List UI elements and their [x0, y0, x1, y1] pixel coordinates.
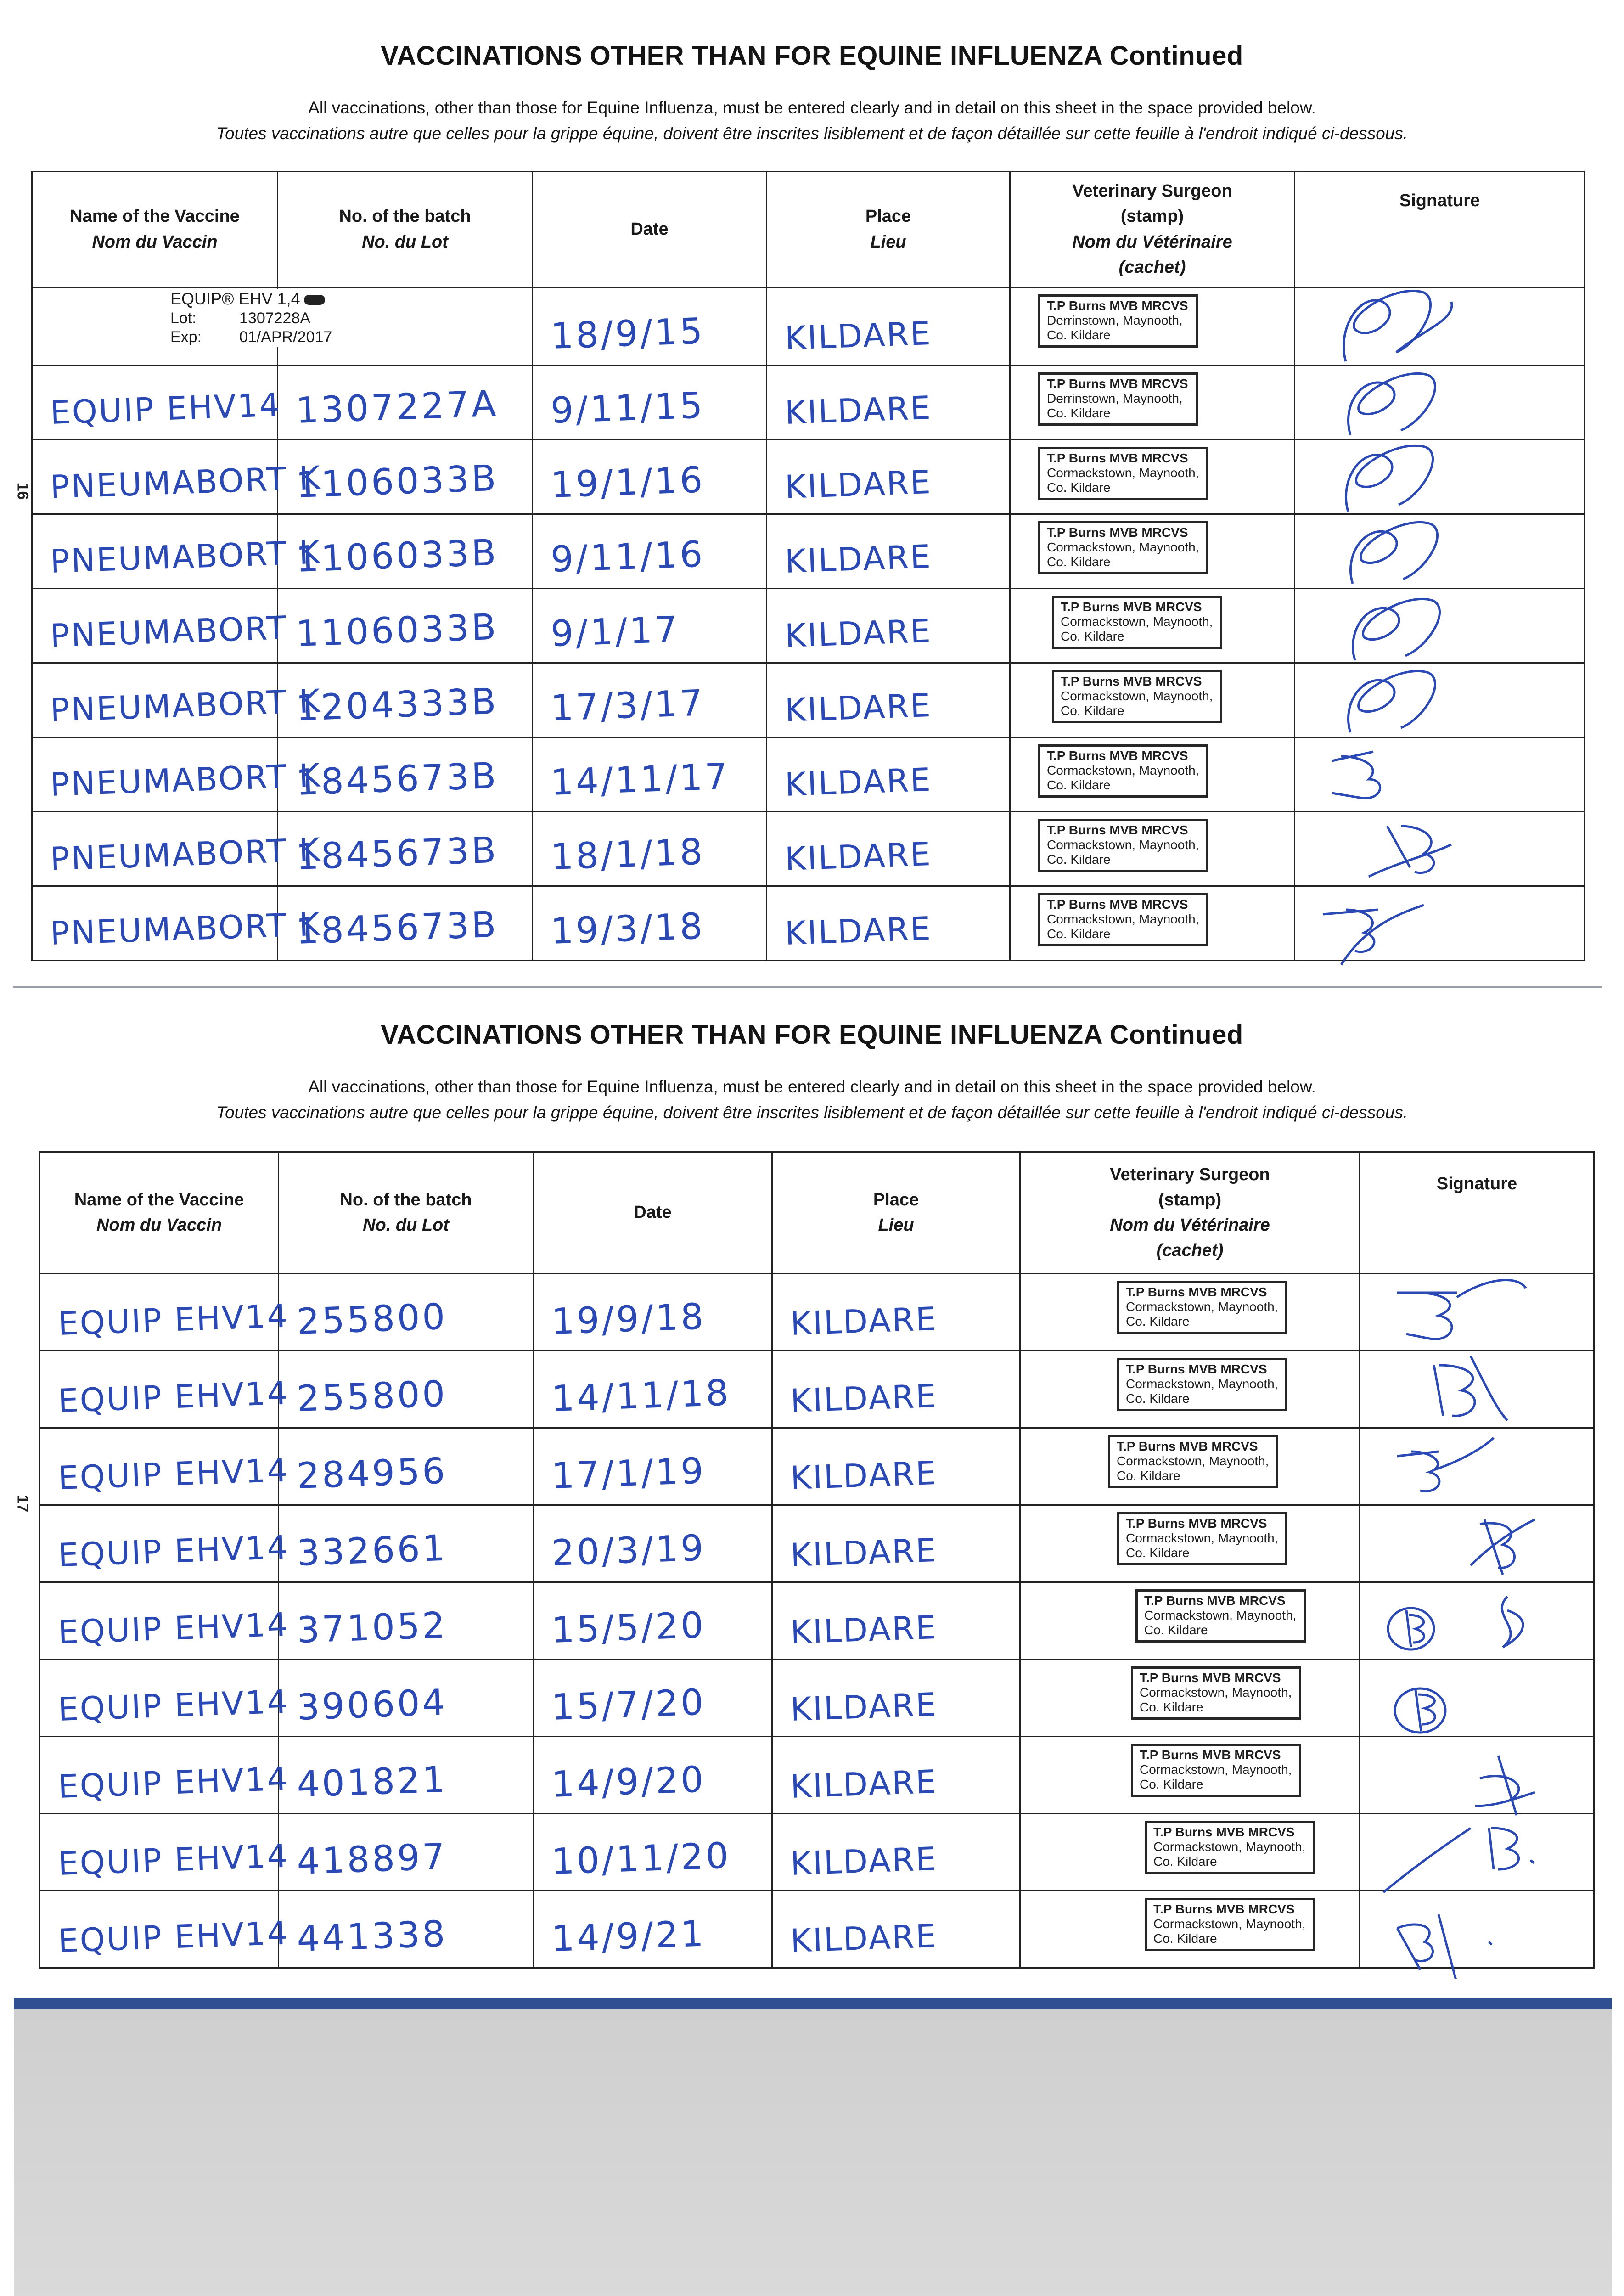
date-cell: 14/9/21 [534, 1891, 772, 1968]
date-cell: 19/3/18 [533, 886, 767, 961]
place-cell: KILDARE [767, 366, 1010, 440]
batch-cell: 332661 [279, 1505, 534, 1582]
vaccination-table [31, 171, 1585, 961]
col-signature: Signature [1360, 1152, 1594, 1274]
vaccine-cell: PNEUMABORT K [32, 663, 278, 737]
place-cell: KILDARE [772, 1505, 1020, 1582]
vet-stamp-cell [1010, 589, 1295, 663]
vaccine-cell: EQUIP EHV14 [40, 1505, 279, 1582]
vet-stamp: T.P Burns MVB MRCVS Cormackstown, Maynooth, Co. Kildare [1145, 1898, 1315, 1951]
vaccine-cell: PNEUMABORT K [32, 812, 278, 886]
vet-stamp-cell [1020, 1737, 1360, 1814]
vaccine-cell: EQUIP EHV14 [40, 1814, 279, 1891]
vet-stamp: T.P Burns MVB MRCVS Cormackstown, Maynooth, Co. Kildare [1145, 1821, 1315, 1874]
batch-cell: 1204333B [278, 663, 533, 737]
place-cell: KILDARE [767, 886, 1010, 961]
vet-stamp: T.P Burns MVB MRCVS Cormackstown, Maynooth, Co. Kildare [1108, 1435, 1278, 1488]
place-cell: KILDARE [772, 1737, 1020, 1814]
vaccine-cell: EQUIP EHV14 [40, 1891, 279, 1968]
date-cell: 14/11/17 [533, 737, 767, 812]
place-cell: KILDARE [772, 1428, 1020, 1505]
col-date: Date [533, 172, 767, 287]
batch-cell: 1106033B [278, 514, 533, 589]
vet-stamp: T.P Burns MVB MRCVS Cormackstown, Maynooth, Co. Kildare [1117, 1358, 1287, 1411]
vaccination-table [39, 1151, 1595, 1969]
date-cell: 17/1/19 [534, 1428, 772, 1505]
instructions-fr: Toutes vaccinations autre que celles pour la grippe équine, doivent être inscrites lisiblement et de façon détaillée sur cette feuille à l'endroit indiqué ci-dessous. [216, 124, 1408, 143]
vaccine-cell: EQUIP EHV14 [40, 1737, 279, 1814]
page-divider [13, 986, 1602, 988]
vet-stamp: T.P Burns MVB MRCVS Cormackstown, Maynooth, Co. Kildare [1052, 670, 1222, 723]
place-cell: KILDARE [767, 589, 1010, 663]
place-cell: KILDARE [772, 1891, 1020, 1968]
place-cell: KILDARE [767, 812, 1010, 886]
vet-stamp-cell [1010, 886, 1295, 961]
vet-stamp-cell [1020, 1274, 1360, 1351]
table-row [32, 886, 1585, 961]
sheet-heading: VACCINATIONS OTHER THAN FOR EQUINE INFLUENZA Continued [381, 41, 1243, 71]
vet-stamp-cell [1010, 663, 1295, 737]
place-cell: KILDARE [767, 287, 1010, 366]
vet-stamp-cell [1020, 1814, 1360, 1891]
col-batch-number: No. of the batch No. du Lot [279, 1152, 534, 1274]
vet-stamp-cell [1010, 287, 1295, 366]
vet-stamp: T.P Burns MVB MRCVS Cormackstown, Maynooth, Co. Kildare [1135, 1589, 1306, 1643]
page-number-17: 17 [14, 1495, 32, 1513]
vet-stamp: T.P Burns MVB MRCVS Cormackstown, Maynooth, Co. Kildare [1117, 1281, 1287, 1334]
product-label: EQUIP® EHV 1,4 Lot: 1307228A Exp: 01/APR/2017 [170, 289, 332, 347]
place-cell: KILDARE [767, 514, 1010, 589]
table-row [40, 1660, 1594, 1737]
date-cell: 18/9/15 [533, 287, 767, 366]
vet-stamp-cell [1010, 514, 1295, 589]
vaccine-cell: EQUIP EHV14 [32, 366, 278, 440]
batch-cell: 401821 [279, 1737, 534, 1814]
place-cell: KILDARE [767, 663, 1010, 737]
vet-stamp: T.P Burns MVB MRCVS Derrinstown, Maynooth, Co. Kildare [1038, 294, 1198, 348]
vaccine-cell: PNEUMABORT K [32, 440, 278, 514]
date-cell: 19/9/18 [534, 1274, 772, 1351]
col-batch-number: No. of the batch No. du Lot [278, 172, 533, 287]
place-cell: KILDARE [772, 1582, 1020, 1660]
batch-cell: 255800 [279, 1351, 534, 1428]
vet-stamp-cell [1020, 1351, 1360, 1428]
col-veterinary-surgeon: Veterinary Surgeon (stamp) Nom du Vétérinaire (cachet) [1020, 1152, 1360, 1274]
signature-scribble [1304, 873, 1488, 974]
signature-cell [1295, 886, 1585, 961]
vet-stamp: T.P Burns MVB MRCVS Cormackstown, Maynooth, Co. Kildare [1038, 893, 1208, 946]
instructions-fr: Toutes vaccinations autre que celles pour la grippe équine, doivent être inscrites lisiblement et de façon détaillée sur cette feuille à l'endroit indiqué ci-dessous. [216, 1103, 1408, 1122]
batch-cell: 255800 [279, 1274, 534, 1351]
vet-stamp: T.P Burns MVB MRCVS Cormackstown, Maynooth, Co. Kildare [1131, 1744, 1301, 1797]
batch-cell [278, 287, 533, 366]
sheet-heading: VACCINATIONS OTHER THAN FOR EQUINE INFLUENZA Continued [381, 1020, 1243, 1050]
vet-stamp-cell [1010, 737, 1295, 812]
place-cell: KILDARE [772, 1660, 1020, 1737]
vaccine-cell: PNEUMABORT K [32, 886, 278, 961]
vet-stamp-cell [1010, 440, 1295, 514]
table-row [40, 1274, 1594, 1351]
col-signature: Signature [1295, 172, 1585, 287]
vet-stamp-cell [1020, 1505, 1360, 1582]
table-row [40, 1351, 1594, 1428]
place-cell: KILDARE [772, 1814, 1020, 1891]
place-cell: KILDARE [772, 1274, 1020, 1351]
vaccine-cell: PNEUMABORT [32, 589, 278, 663]
vet-stamp: T.P Burns MVB MRCVS Cormackstown, Maynooth, Co. Kildare [1038, 447, 1208, 500]
date-cell: 9/11/15 [533, 366, 767, 440]
col-vaccine-name: Name of the Vaccine Nom du Vaccin [32, 172, 278, 287]
col-vaccine-name: Name of the Vaccine Nom du Vaccin [40, 1152, 279, 1274]
batch-cell: 1307227A [278, 366, 533, 440]
batch-cell: 284956 [279, 1428, 534, 1505]
col-veterinary-surgeon: Veterinary Surgeon (stamp) Nom du Vétérinaire (cachet) [1010, 172, 1295, 287]
col-place: Place Lieu [772, 1152, 1020, 1274]
table-row [40, 1814, 1594, 1891]
table-row [40, 1737, 1594, 1814]
vaccine-cell: EQUIP EHV14 [40, 1582, 279, 1660]
date-cell: 14/9/20 [534, 1737, 772, 1814]
vet-stamp-cell [1020, 1428, 1360, 1505]
vet-stamp-cell [1010, 812, 1295, 886]
instructions-en: All vaccinations, other than those for Equine Influenza, must be entered clearly and in detail on this sheet in the space provided below. [308, 1077, 1316, 1096]
vaccine-cell: PNEUMABORT K [32, 514, 278, 589]
batch-cell: 1845673B [278, 812, 533, 886]
batch-cell: 1845673B [278, 737, 533, 812]
vaccine-cell: EQUIP EHV14 [40, 1274, 279, 1351]
vet-stamp-cell [1020, 1582, 1360, 1660]
batch-cell: 1106033B [278, 589, 533, 663]
table-row [40, 1891, 1594, 1968]
vaccine-cell: EQUIP EHV14 [40, 1660, 279, 1737]
instructions-en: All vaccinations, other than those for Equine Influenza, must be entered clearly and in detail on this sheet in the space provided below. [308, 98, 1316, 117]
table-row [40, 1582, 1594, 1660]
vet-stamp-cell [1020, 1891, 1360, 1968]
vet-stamp: T.P Burns MVB MRCVS Cormackstown, Maynooth, Co. Kildare [1038, 819, 1208, 872]
place-cell: KILDARE [767, 737, 1010, 812]
signature-scribble [1370, 1878, 1553, 1979]
batch-cell: 1845673B [278, 886, 533, 961]
date-cell: 17/3/17 [533, 663, 767, 737]
col-place: Place Lieu [767, 172, 1010, 287]
vaccine-cell [32, 287, 332, 366]
date-cell: 15/5/20 [534, 1582, 772, 1660]
vet-stamp: T.P Burns MVB MRCVS Cormackstown, Maynooth, Co. Kildare [1038, 744, 1208, 798]
date-cell: 10/11/20 [534, 1814, 772, 1891]
vet-stamp: T.P Burns MVB MRCVS Cormackstown, Maynooth, Co. Kildare [1052, 596, 1222, 649]
vet-stamp: T.P Burns MVB MRCVS Cormackstown, Maynooth, Co. Kildare [1117, 1512, 1287, 1565]
col-date: Date [534, 1152, 772, 1274]
vaccine-cell: EQUIP EHV14 [40, 1351, 279, 1428]
batch-cell: 390604 [279, 1660, 534, 1737]
date-cell: 9/11/16 [533, 514, 767, 589]
batch-cell: 1106033B [278, 440, 533, 514]
table-row [40, 1428, 1594, 1505]
date-cell: 15/7/20 [534, 1660, 772, 1737]
place-cell: KILDARE [772, 1351, 1020, 1428]
vet-stamp: T.P Burns MVB MRCVS Cormackstown, Maynooth, Co. Kildare [1131, 1666, 1301, 1720]
table-row [40, 1505, 1594, 1582]
vet-stamp: T.P Burns MVB MRCVS Cormackstown, Maynooth, Co. Kildare [1038, 521, 1208, 574]
vaccine-cell: PNEUMABORT K [32, 737, 278, 812]
batch-cell: 371052 [279, 1582, 534, 1660]
date-cell: 14/11/18 [534, 1351, 772, 1428]
vet-stamp: T.P Burns MVB MRCVS Derrinstown, Maynooth, Co. Kildare [1038, 372, 1198, 426]
batch-cell: 441338 [279, 1891, 534, 1968]
date-cell: 20/3/19 [534, 1505, 772, 1582]
signature-cell [1360, 1891, 1594, 1968]
page-number-16: 16 [14, 482, 32, 500]
scanner-backdrop [14, 1998, 1612, 2296]
date-cell: 18/1/18 [533, 812, 767, 886]
place-cell: KILDARE [767, 440, 1010, 514]
vet-stamp-cell [1020, 1660, 1360, 1737]
vet-stamp-cell [1010, 366, 1295, 440]
date-cell: 19/1/16 [533, 440, 767, 514]
vaccine-cell: EQUIP EHV14 [40, 1428, 279, 1505]
batch-cell: 418897 [279, 1814, 534, 1891]
date-cell: 9/1/17 [533, 589, 767, 663]
